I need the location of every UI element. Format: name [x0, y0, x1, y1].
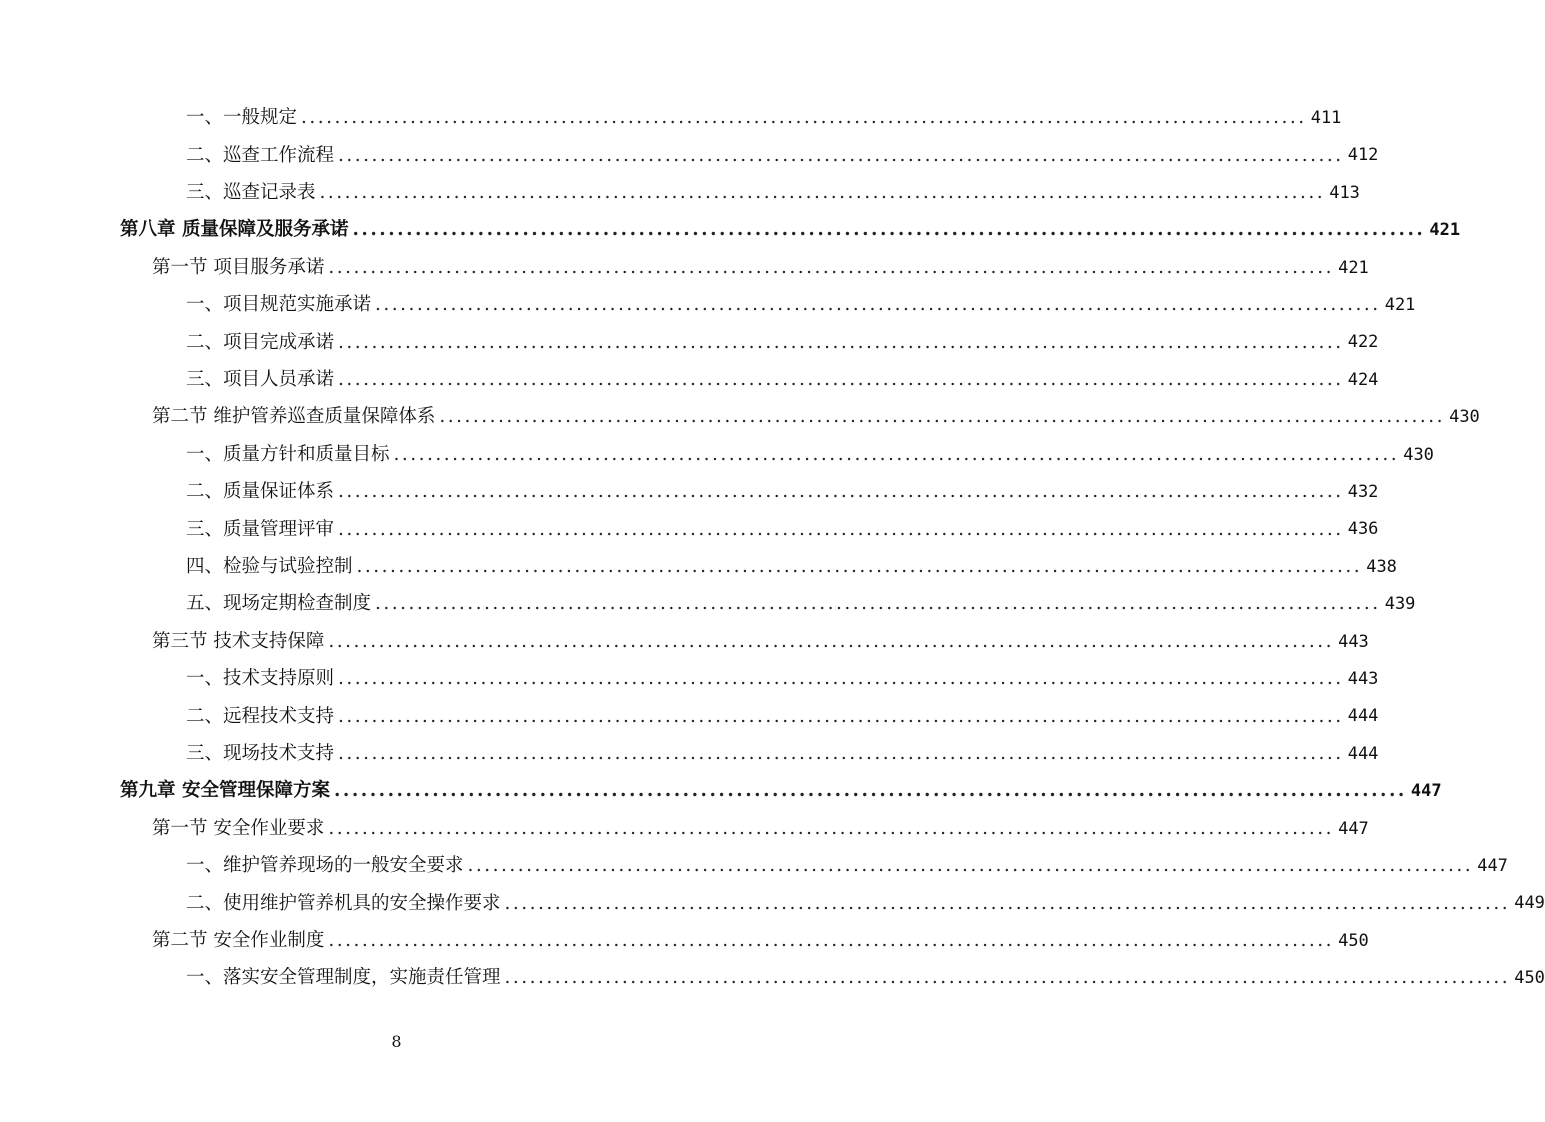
toc-entry-item[interactable] [186, 698, 1379, 735]
toc-entry-label: 一、技术支持原则 [186, 668, 335, 690]
toc-entry-page: 450 [1514, 968, 1545, 989]
toc-entry-page: 411 [1310, 108, 1342, 128]
toc-entry-label: 第一节 项目服务承诺 [152, 256, 325, 278]
toc-entry-chapter[interactable] [120, 212, 1461, 249]
toc-entry-page: 421 [1429, 220, 1461, 241]
toc-entry-item[interactable] [186, 362, 1379, 399]
dot-leader: ........................................................................................................................ [338, 743, 1344, 765]
toc-entry-page: 424 [1347, 369, 1379, 390]
toc-entry-label: 一、一般规定 [186, 107, 298, 129]
dot-leader: ........................................................................................................................ [328, 930, 1335, 952]
toc-entry-section[interactable] [152, 399, 1480, 436]
toc-entry-page: 421 [1338, 257, 1369, 278]
toc-entry-page: 443 [1347, 669, 1379, 689]
dot-leader: ........................................................................................................................ [328, 630, 1335, 652]
toc-entry-item[interactable] [186, 100, 1342, 137]
toc-entry-item[interactable] [186, 736, 1379, 773]
toc-entry-label: 三、现场技术支持 [186, 743, 335, 765]
dot-leader: ........................................................................................................................ [338, 331, 1344, 353]
toc-entry-label: 三、巡查记录表 [186, 182, 316, 204]
toc-entry-label: 三、质量管理评审 [186, 518, 335, 540]
toc-entry-item[interactable] [186, 437, 1434, 474]
toc-entry-label: 一、维护管养现场的一般安全要求 [186, 855, 464, 877]
dot-leader: ........................................................................................................................ [467, 855, 1474, 877]
toc-entry-page: 430 [1403, 444, 1434, 465]
toc-entry-item[interactable] [186, 661, 1379, 698]
dot-leader: ........................................................................................................................ [319, 182, 1326, 204]
toc-entry-item[interactable] [186, 137, 1379, 174]
toc-entry-item[interactable] [186, 848, 1508, 885]
dot-leader: ........................................................................................................................ [504, 967, 1511, 989]
page-number: 8 [391, 1032, 402, 1051]
toc-entry-page: 447 [1477, 856, 1508, 876]
toc-entry-section[interactable] [152, 624, 1369, 661]
toc-entry-label: 四、检验与试验控制 [186, 556, 353, 578]
toc-entry-section[interactable] [152, 811, 1369, 848]
dot-leader: ........................................................................................................................ [338, 518, 1344, 540]
toc-entry-page: 412 [1347, 145, 1379, 166]
dot-leader: ........................................................................................................................ [375, 294, 1381, 316]
toc-entry-label: 第八章 质量保障及服务承诺 [120, 219, 349, 241]
dot-leader: ........................................................................................................................ [356, 556, 1363, 578]
toc-entry-page: 436 [1347, 519, 1379, 540]
toc-entry-label: 二、远程技术支持 [186, 705, 335, 727]
toc-entry-page: 447 [1338, 818, 1369, 839]
toc-entry-page: 450 [1338, 930, 1369, 951]
toc-entry-label: 第二节 维护管养巡查质量保障体系 [152, 406, 436, 428]
toc-entry-label: 二、项目完成承诺 [186, 331, 335, 353]
toc-entry-item[interactable] [186, 549, 1397, 586]
toc-entry-chapter[interactable] [120, 773, 1442, 810]
toc-entry-item[interactable] [186, 885, 1545, 922]
toc-entry-page: 444 [1347, 743, 1379, 764]
dot-leader: ........................................................................................................................ [352, 219, 1426, 241]
toc-entry-page: 432 [1347, 482, 1379, 502]
toc-entry-item[interactable] [186, 175, 1360, 212]
dot-leader: ........................................................................................................................ [301, 107, 1307, 129]
dot-leader: ........................................................................................................................ [393, 443, 1400, 465]
toc-entry-section[interactable] [152, 923, 1369, 960]
toc-entry-label: 一、落实安全管理制度，实施责任管理 [186, 967, 501, 989]
toc-entry-page: 444 [1347, 706, 1379, 727]
toc-entry-label: 第二节 安全作业制度 [152, 930, 325, 952]
dot-leader: ........................................................................................................................ [338, 144, 1344, 166]
dot-leader: ........................................................................................................................ [504, 892, 1511, 914]
toc-entry-label: 一、质量方针和质量目标 [186, 443, 390, 465]
toc-entry-item[interactable] [186, 586, 1416, 623]
toc-entry-page: 447 [1410, 781, 1442, 802]
toc-entry-page: 449 [1514, 893, 1545, 914]
dot-leader: ........................................................................................................................ [375, 593, 1381, 615]
toc-entry-item[interactable] [186, 960, 1545, 997]
toc-entry-label: 二、巡查工作流程 [186, 144, 335, 166]
toc-entry-label: 三、项目人员承诺 [186, 369, 335, 391]
toc-entry-page: 438 [1366, 556, 1397, 577]
toc-entry-item[interactable] [186, 474, 1379, 511]
toc-entry-page: 439 [1384, 594, 1416, 615]
toc-entry-label: 一、项目规范实施承诺 [186, 294, 372, 316]
dot-leader: ........................................................................................................................ [333, 780, 1407, 802]
dot-leader: ........................................................................................................................ [338, 705, 1344, 727]
toc-entry-label: 第九章 安全管理保障方案 [120, 780, 330, 802]
toc-entry-page: 430 [1449, 407, 1480, 428]
toc-entry-item[interactable] [186, 511, 1379, 548]
toc-entry-page: 421 [1384, 295, 1416, 315]
dot-leader: ........................................................................................................................ [328, 256, 1335, 278]
toc-entry-label: 第一节 安全作业要求 [152, 817, 325, 839]
toc-entry-page: 422 [1347, 332, 1379, 353]
dot-leader: ........................................................................................................................ [328, 817, 1335, 839]
toc-entry-page: 443 [1338, 631, 1369, 652]
toc-entry-item[interactable] [186, 287, 1416, 324]
dot-leader: ........................................................................................................................ [338, 668, 1344, 690]
dot-leader: ........................................................................................................................ [439, 406, 1446, 428]
toc-entry-item[interactable] [186, 324, 1379, 361]
toc-entry-label: 五、现场定期检查制度 [186, 593, 372, 615]
dot-leader: ........................................................................................................................ [338, 369, 1344, 391]
toc-entry-label: 二、使用维护管养机具的安全操作要求 [186, 892, 501, 914]
toc-entry-section[interactable] [152, 250, 1369, 287]
toc-entry-page: 413 [1329, 182, 1360, 203]
dot-leader: ........................................................................................................................ [338, 481, 1344, 503]
toc-entry-label: 第三节 技术支持保障 [152, 630, 325, 652]
toc-entry-label: 二、质量保证体系 [186, 481, 335, 503]
